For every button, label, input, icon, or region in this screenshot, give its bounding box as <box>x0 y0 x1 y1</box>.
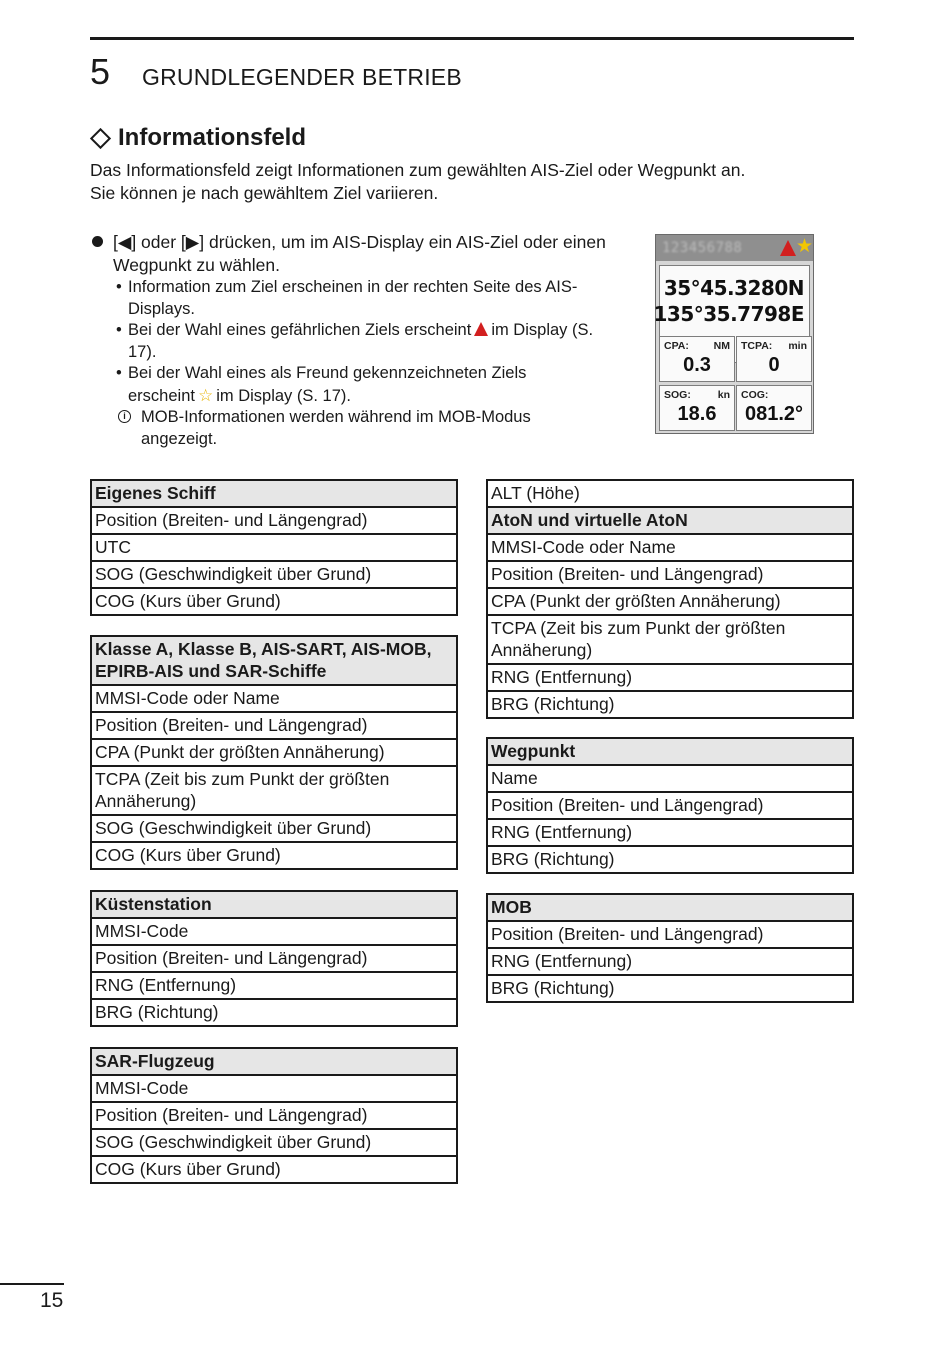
table-header: AtoN und virtuelle AtoN <box>487 507 853 534</box>
danger-triangle-icon <box>780 240 796 256</box>
sog-value: 18.6 <box>677 403 717 425</box>
table-sar-flugzeug <box>90 1047 458 1184</box>
display-mmsi: 123456788 <box>662 240 743 256</box>
friend-star-icon: ★ <box>796 236 814 257</box>
intro-line: Das Informationsfeld zeigt Informationen zum gewählten AIS-Ziel oder Wegpunkt an. <box>90 160 746 180</box>
bullet-sub <box>90 277 610 320</box>
table-row: BRG (Richtung) <box>487 846 853 873</box>
table-eigenes-schiff <box>90 479 458 616</box>
instruction-list <box>90 231 610 450</box>
chapter-number: 5 <box>90 51 111 92</box>
bullet-sub-text: im Display (S. 17). <box>216 386 351 405</box>
table-row: BRG (Richtung) <box>487 691 853 718</box>
display-longitude: 135°35.7798E <box>653 302 804 326</box>
table-header: SAR-Flugzeug <box>91 1048 457 1075</box>
bullet-main <box>90 231 610 277</box>
cpa-value: 0.3 <box>683 354 711 376</box>
bullet-small-icon: • <box>116 278 122 296</box>
table-header: Wegpunkt <box>487 738 853 765</box>
tcpa-value: 0 <box>768 354 780 376</box>
table-row: Position (Breiten- und Längengrad) <box>487 561 853 588</box>
table-kuestenstation <box>90 890 458 1027</box>
table-row: COG (Kurs über Grund) <box>91 842 457 869</box>
header-rule <box>90 37 854 40</box>
friend-star-icon: ☆ <box>197 385 214 405</box>
table-row: Position (Breiten- und Längengrad) <box>91 945 457 972</box>
table-row: COG (Kurs über Grund) <box>91 588 457 615</box>
table-row: CPA (Punkt der größten Annäherung) <box>91 739 457 766</box>
cpa-unit: NM <box>713 340 730 352</box>
cpa-label: CPA: <box>664 340 689 352</box>
table-row: BRG (Richtung) <box>487 975 853 1002</box>
sog-unit: kn <box>717 389 730 401</box>
table-header: Küstenstation <box>91 891 457 918</box>
table-row: ALT (Höhe) <box>487 480 853 507</box>
page-number: 15 <box>40 1289 64 1312</box>
info-icon: i <box>118 410 131 423</box>
bullet-sub-text: Information zum Ziel erscheinen in der rechten Seite des AIS-Displays. <box>128 278 578 318</box>
danger-triangle-icon <box>474 322 488 336</box>
tcpa-unit: min <box>788 340 807 352</box>
tcpa-label: TCPA: <box>741 340 773 352</box>
table-row: Name <box>487 765 853 792</box>
section-heading <box>90 123 306 153</box>
table-row: SOG (Geschwindigkeit über Grund) <box>91 561 457 588</box>
table-row: Position (Breiten- und Längengrad) <box>487 792 853 819</box>
display-cog-cell <box>736 385 812 431</box>
bullet-sub-text: Bei der Wahl eines gefährlichen Ziels erscheint <box>128 321 472 339</box>
section-title: Informationsfeld <box>118 124 307 151</box>
sog-label: SOG: <box>664 389 691 401</box>
table-row: RNG (Entfernung) <box>487 664 853 691</box>
cog-label: COG: <box>741 389 769 401</box>
bullet-sub-text: im Display (S. 17). <box>128 321 594 361</box>
info-note <box>90 407 610 450</box>
table-row: CPA (Punkt der größten Annäherung) <box>487 588 853 615</box>
table-row: Position (Breiten- und Längengrad) <box>91 712 457 739</box>
table-row: MMSI-Code oder Name <box>91 685 457 712</box>
table-row: SOG (Geschwindigkeit über Grund) <box>91 1129 457 1156</box>
table-row: TCPA (Zeit bis zum Punkt der größten Annäherung) <box>487 615 853 664</box>
cog-value: 081.2° <box>744 403 804 425</box>
table-header: Eigenes Schiff <box>91 480 457 507</box>
display-tcpa-cell <box>736 336 812 382</box>
table-row: MMSI-Code <box>91 1075 457 1102</box>
bullet-dot-icon <box>92 236 103 247</box>
info-note-text: MOB-Informationen werden während im MOB-Modus angezeigt. <box>141 408 531 448</box>
table-klasse <box>90 635 458 870</box>
display-latitude: 35°45.3280N <box>663 276 804 300</box>
table-row: Position (Breiten- und Längengrad) <box>91 507 457 534</box>
display-cpa-cell <box>659 336 735 382</box>
table-header: MOB <box>487 894 853 921</box>
table-row: MMSI-Code oder Name <box>487 534 853 561</box>
display-header <box>656 235 813 261</box>
bullet-sub-text: Bei der Wahl eines als Freund gekennzeichneten Ziels erscheint <box>128 364 527 405</box>
table-row: MMSI-Code <box>91 918 457 945</box>
display-sog-cell <box>659 385 735 431</box>
bullet-sub <box>90 363 610 407</box>
footer-rule <box>0 1283 64 1285</box>
diamond-icon <box>90 127 111 148</box>
table-row: RNG (Entfernung) <box>487 948 853 975</box>
intro-line: Sie können je nach gewähltem Ziel variieren. <box>90 183 439 203</box>
table-row: RNG (Entfernung) <box>91 972 457 999</box>
bullet-small-icon: • <box>116 364 122 382</box>
table-aton <box>486 479 854 719</box>
bullet-small-icon: • <box>116 321 122 339</box>
table-row: Position (Breiten- und Längengrad) <box>487 921 853 948</box>
table-row: TCPA (Zeit bis zum Punkt der größten Annäherung) <box>91 766 457 815</box>
table-row: Position (Breiten- und Längengrad) <box>91 1102 457 1129</box>
table-row: BRG (Richtung) <box>91 999 457 1026</box>
intro-text <box>90 159 850 205</box>
ais-display-screenshot <box>655 234 814 434</box>
table-header: Klasse A, Klasse B, AIS-SART, AIS-MOB, EPIRB-AIS und SAR-Schiffe <box>91 636 457 685</box>
chapter-title: GRUNDLEGENDER BETRIEB <box>142 64 462 90</box>
table-row: SOG (Geschwindigkeit über Grund) <box>91 815 457 842</box>
table-mob <box>486 893 854 1003</box>
table-row: RNG (Entfernung) <box>487 819 853 846</box>
table-wegpunkt <box>486 737 854 874</box>
table-row: UTC <box>91 534 457 561</box>
table-row: COG (Kurs über Grund) <box>91 1156 457 1183</box>
bullet-main-text: [◀] oder [▶] drücken, um im AIS-Display ein AIS-Ziel oder einen Wegpunkt zu wählen. <box>113 232 606 275</box>
bullet-sub <box>90 320 610 363</box>
